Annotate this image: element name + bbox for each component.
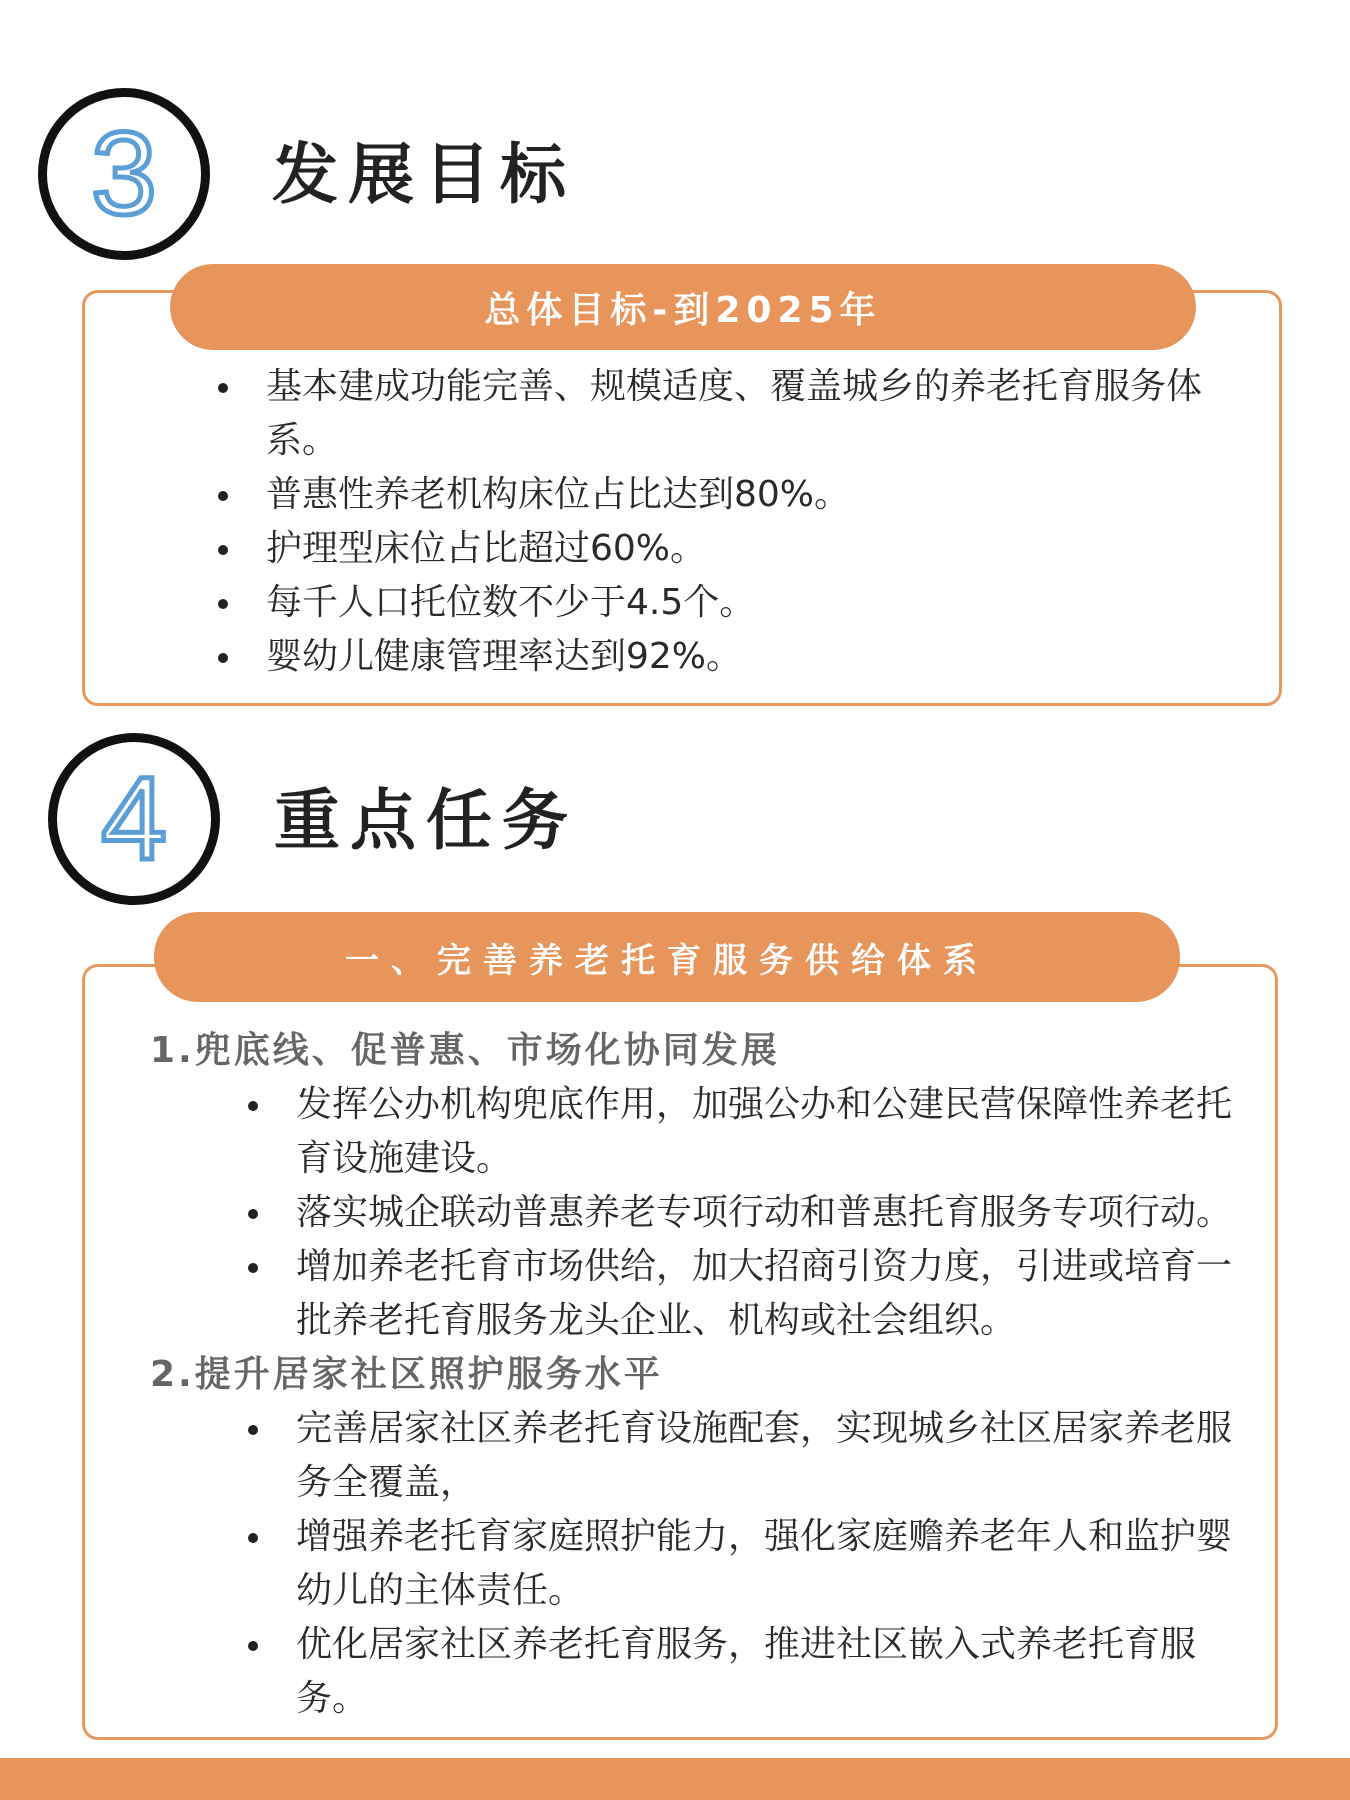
task-heading: 1.兜底线、促普惠、市场化协同发展: [150, 1030, 780, 1071]
goals-list: [266, 360, 1226, 684]
task-list: [296, 1078, 1262, 1348]
section-number: 4: [101, 753, 167, 885]
list-item: 每千人口托位数不少于4.5个。: [266, 576, 1226, 630]
section-number: 3: [91, 108, 157, 240]
list-item: 基本建成功能完善、规模适度、覆盖城乡的养老托育服务体系。: [266, 360, 1226, 468]
list-item: 发挥公办机构兜底作用，加强公办和公建民营保障性养老托育设施建设。: [296, 1078, 1262, 1186]
goals-pill-label: 总体目标-到2025年: [484, 289, 882, 331]
list-item: 落实城企联动普惠养老专项行动和普惠托育服务专项行动。: [296, 1186, 1262, 1240]
section-title: 重点任务: [274, 782, 578, 859]
section-number-circle: [48, 733, 220, 905]
tasks-pill: [154, 912, 1180, 1002]
tasks-pill-label: 一、完善养老托育服务供给体系: [345, 940, 989, 981]
section-title: 发展目标: [272, 136, 576, 213]
list-item: 普惠性养老机构床位占比达到80%。: [266, 468, 1226, 522]
task-heading: 2.提升居家社区照护服务水平: [150, 1354, 663, 1395]
list-item: 完善居家社区养老托育设施配套，实现城乡社区居家养老服务全覆盖，: [296, 1402, 1262, 1510]
footer-bar: [0, 1758, 1350, 1800]
list-item: 护理型床位占比超过60%。: [266, 522, 1226, 576]
list-item: 优化居家社区养老托育服务，推进社区嵌入式养老托育服务。: [296, 1618, 1262, 1726]
goals-pill: [170, 264, 1196, 350]
list-item: 婴幼儿健康管理率达到92%。: [266, 630, 1226, 684]
list-item: 增加养老托育市场供给，加大招商引资力度，引进或培育一批养老托育服务龙头企业、机构或社会组织。: [296, 1240, 1262, 1348]
task-list: [296, 1402, 1262, 1726]
list-item: 增强养老托育家庭照护能力，强化家庭赡养老年人和监护婴幼儿的主体责任。: [296, 1510, 1262, 1618]
section-number-circle: [38, 88, 210, 260]
